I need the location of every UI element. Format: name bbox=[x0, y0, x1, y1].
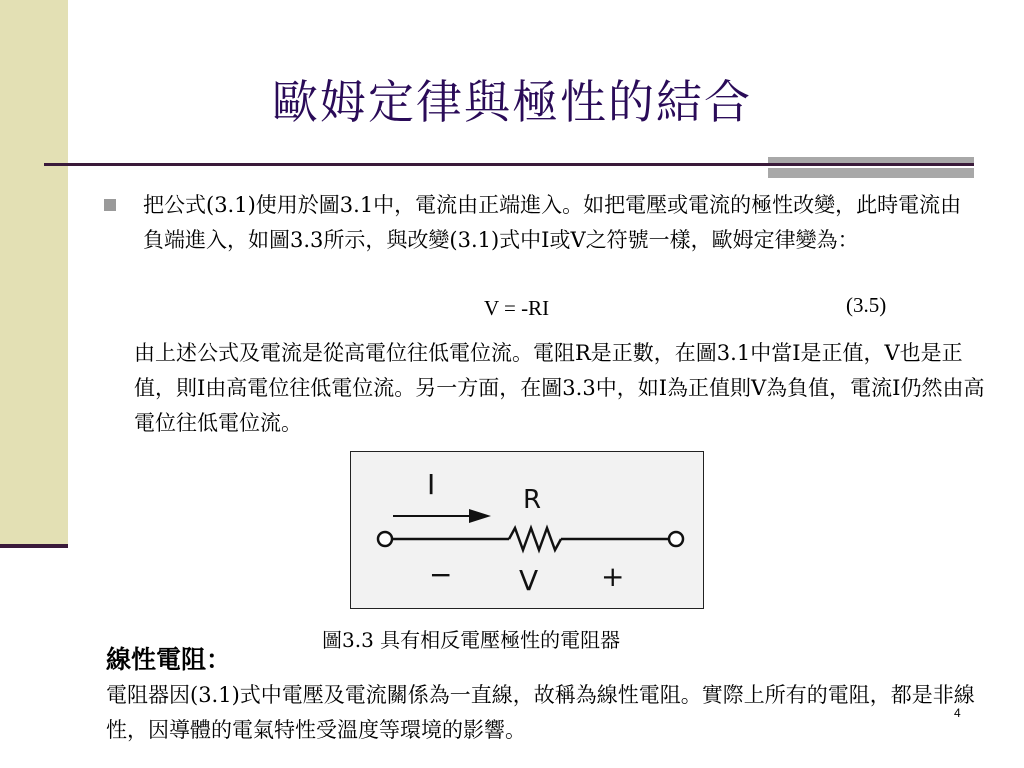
voltage-label: V bbox=[519, 564, 539, 597]
title-rule-gray-bottom bbox=[768, 168, 974, 178]
bullet-paragraph: 把公式(3.1)使用於圖3.1中，電流由正端進入。如把電壓或電流的極性改變，此時電流由負端進入，如圖3.3所示，與改變(3.1)式中I或V之符號一樣，歐姆定律變為： bbox=[143, 193, 962, 252]
explanation-paragraph: 由上述公式及電流是從高電位往低電位流。電阻R是正數，在圖3.1中當I是正值，V也是正值，則I由高電位往低電位流。另一方面，在圖3.3中，如I為正值則V為負值，電流I仍然由高電位往低電位流。 bbox=[134, 341, 985, 435]
left-terminal bbox=[378, 532, 392, 546]
bullet-square-icon bbox=[104, 199, 116, 211]
title-rule bbox=[44, 163, 974, 166]
resistor-label: R bbox=[523, 485, 542, 515]
section-heading: 線性電阻： bbox=[106, 645, 232, 674]
figure-caption: 圖3.3 具有相反電壓極性的電阻器 bbox=[322, 628, 621, 652]
current-label: I bbox=[427, 468, 436, 501]
resistor-diagram bbox=[351, 452, 703, 608]
section-paragraph: 電阻器因(3.1)式中電壓及電流關係為一直線，故稱為線性電阻。實際上所有的電阻，都是非線性，因導體的電氣特性受溫度等環境的影響。 bbox=[106, 683, 975, 742]
resistor-zigzag bbox=[509, 528, 561, 550]
ohm-equation: V = -RI bbox=[484, 296, 550, 320]
right-terminal bbox=[669, 532, 683, 546]
page-number: 4 bbox=[954, 706, 961, 720]
minus-sign: − bbox=[429, 558, 453, 591]
equation-number: (3.5) bbox=[846, 293, 887, 317]
resistor-figure bbox=[350, 451, 704, 609]
slide-title: 歐姆定律與極性的結合 bbox=[272, 75, 752, 129]
current-arrow-head bbox=[469, 509, 491, 523]
left-accent-line bbox=[0, 544, 68, 548]
plus-sign: + bbox=[601, 560, 625, 593]
